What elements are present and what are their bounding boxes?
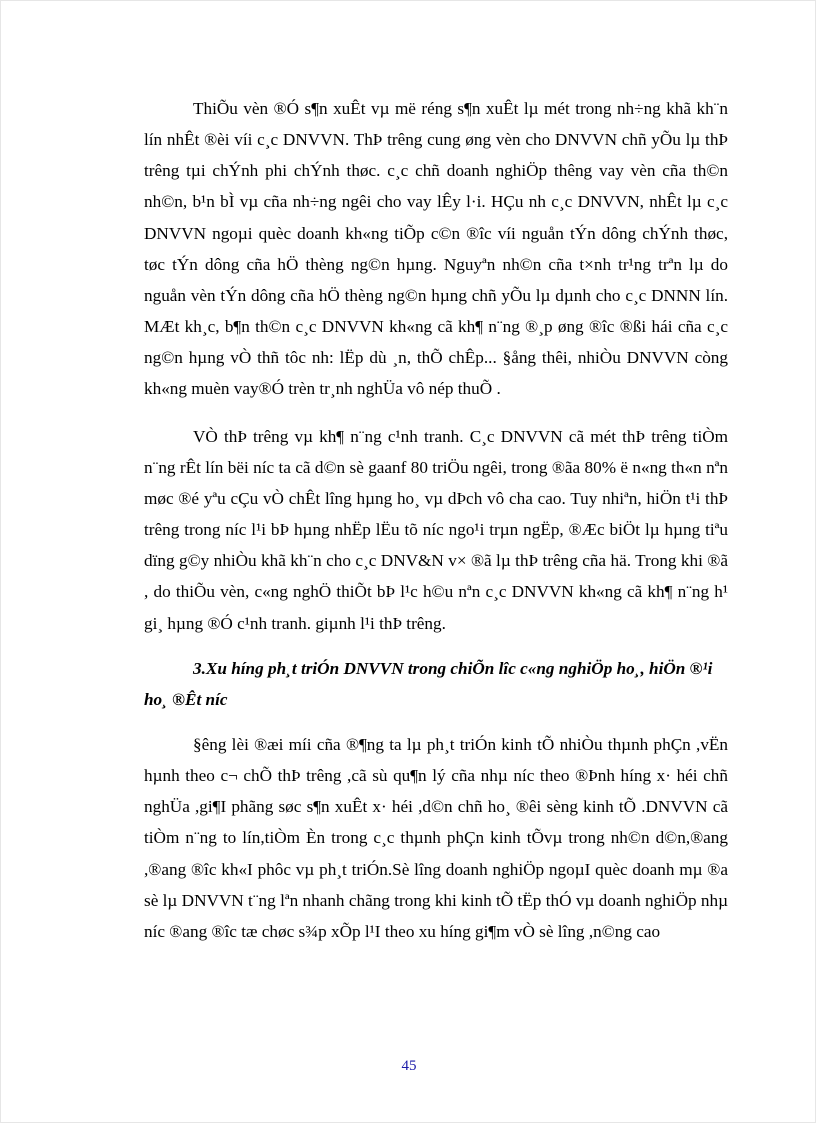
section-heading: 3.Xu híng ph¸t triÓn DNVVN trong chiÕn lîc c«ng nghiÖp ho¸, hiÖn ®¹i ho¸ ®Êt níc (144, 658, 713, 709)
page-number: 45 (401, 1058, 417, 1074)
paragraph-market-competition: VÒ thÞ trêng vµ kh¶ n¨ng c¹nh tranh. C¸c DNVVN cã mét thÞ trêng tiÒm n¨ng rÊt lín bëi níc ta cã d©n sè gaanf 80 triÖu ngêi, trong ®ãa 80% ë n«ng th«n nªn møc ®é yªu cÇu vÒ chÊt lîng hµng ho¸ vµ dÞch vô cha cao. Tuy nhiªn, hiÖn t¹i thÞ trêng trong níc l¹i bÞ hµng nhËp lËu tõ níc ngo¹i trµn ngËp, ®Æc biÖt lµ hµng tiªu dïng g©y nhiÒu khã kh¨n cho c¸c DNV&N v× ®ã lµ thÞ trêng cña hä. Trong khi ®ã , do thiÕu vèn, c«ng nghÖ thiÕt bÞ l¹c h©u nªn c¸c DNVVN kh«ng cã kh¶ n¨ng h¹ gi¸ hµng ®Ó c¹nh tranh. giµnh l¹i thÞ trêng. (144, 426, 728, 633)
paragraph-capital-shortage: ThiÕu vèn ®Ó s¶n xuÊt vµ më réng s¶n xuÊt lµ mét trong nh÷ng khã kh¨n lín nhÊt ®èi víi c¸c DNVVN. ThÞ trêng cung øng vèn cho DNVVN chñ yÕu lµ thÞ trêng tµi chÝnh phi chÝnh thøc. c¸c chñ doanh nghiÖp thêng vay vèn cña th©n nh©n, b¹n bÌ vµ cña nh÷ng ngêi cho vay lÊy l·i. HÇu nh c¸c DNVVN, nhÊt lµ c¸c DNVVN ngoµi quèc doanh kh«ng tiÕp c©n ®îc víi nguån tÝn dông chÝnh thøc, tøc tÝn dông cña hÖ thèng ng©n hµng. Nguyªn nh©n cña t×nh tr¹ng trªn lµ do nguån vèn tÝn dông cña hÖ thèng ng©n hµng chñ yÕu lµ dµnh cho c¸c DNNN lín. MÆt kh¸c, b¶n th©n c¸c DNVVN kh«ng cã kh¶ n¨ng ®¸p øng ®îc ®ßi hái cña c¸c ng©n hµng vÒ thñ tôc nh: lËp dù ¸n, thÕ chÊp... §ång thêi, nhiÒu DNVVN còng kh«ng muèn vay®Ó trèn tr¸nh nghÜa vô nép thuÕ . (144, 99, 728, 399)
paragraph-development-policy: §êng lèi ®æi míi cña ®¶ng ta lµ ph¸t triÓn kinh tÕ nhiÒu thµnh phÇn ,vËn hµnh theo c¬ chÕ thÞ trêng ,cã sù qu¶n lý cña nhµ níc theo ®Þnh híng x· héi chñ nghÜa ,gi¶I phãng søc s¶n xuÊt x· héi ,d©n chñ ho¸ ®êi sèng kinh tÕ .DNVVN cã tiÒm n¨ng to lín,tiÒm Èn trong c¸c thµnh phÇn kinh tÕvµ trong nh©n d©n,®ang ,®ang ®îc kh«I phôc vµ ph¸t triÓn.Sè lîng doanh nghiÖp ngoµI quèc doanh mµ ®a sè lµ DNVVN t¨ng lªn nhanh chãng trong khi kinh tÕ tËp thÓ vµ doanh nghiÖp nhµ níc ®ang ®îc tæ chøc s¾p xÕp l¹I theo xu híng gi¶m vÒ sè lîng ,n©ng cao (144, 734, 728, 941)
page-content (144, 93, 728, 947)
